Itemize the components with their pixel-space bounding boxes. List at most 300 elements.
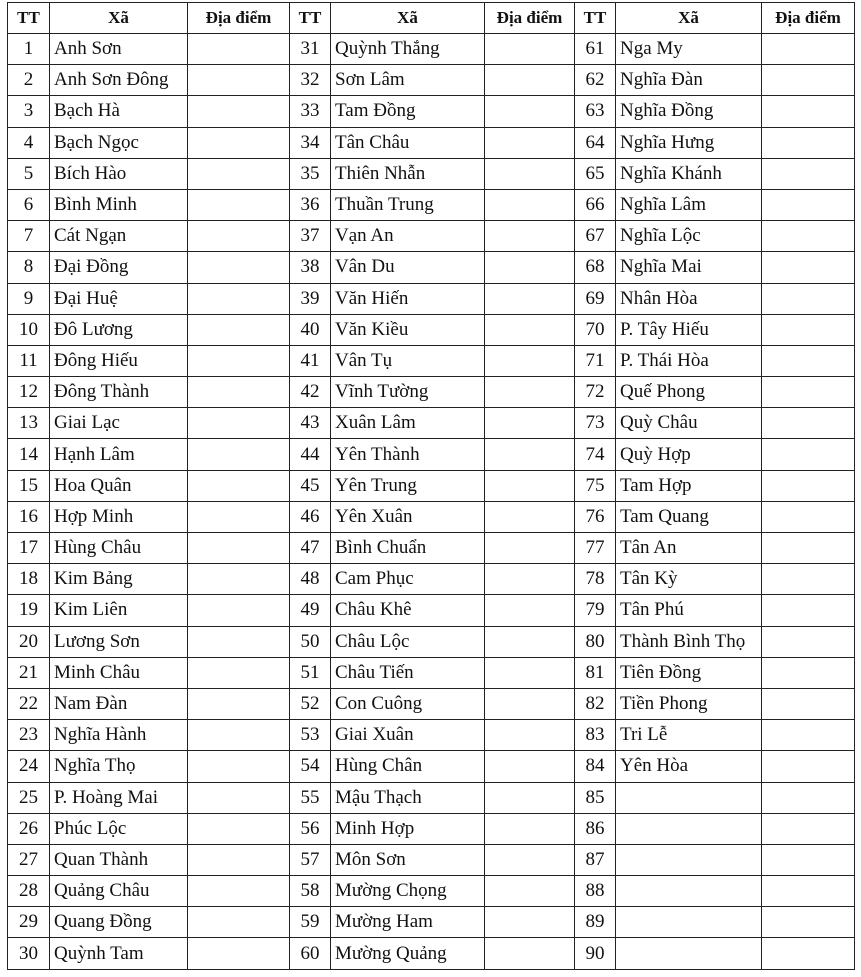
cell-xa: Minh Hợp — [331, 813, 485, 844]
cell-tt: 87 — [575, 844, 616, 875]
cell-xa: Bạch Ngọc — [50, 127, 188, 158]
cell-tt: 29 — [8, 907, 50, 938]
table-row — [8, 158, 855, 189]
table-row — [8, 564, 855, 595]
cell-dia-diem — [485, 813, 575, 844]
cell-xa: Tiên Đồng — [616, 657, 762, 688]
cell-xa: Tam Hợp — [616, 470, 762, 501]
cell-tt: 68 — [575, 252, 616, 283]
cell-tt: 6 — [8, 189, 50, 220]
table-row — [8, 844, 855, 875]
cell-xa: Nga My — [616, 34, 762, 65]
cell-xa — [616, 813, 762, 844]
cell-xa: Hùng Châu — [50, 533, 188, 564]
table-row — [8, 408, 855, 439]
cell-tt: 19 — [8, 595, 50, 626]
cell-dia-diem — [485, 564, 575, 595]
cell-dia-diem — [188, 907, 290, 938]
cell-xa — [616, 907, 762, 938]
cell-xa: Quỳnh Thắng — [331, 34, 485, 65]
cell-tt: 43 — [290, 408, 331, 439]
cell-dia-diem — [762, 876, 855, 907]
cell-xa: Tiền Phong — [616, 688, 762, 719]
cell-xa: Văn Hiến — [331, 283, 485, 314]
cell-dia-diem — [188, 158, 290, 189]
cell-tt: 72 — [575, 377, 616, 408]
cell-tt: 2 — [8, 65, 50, 96]
cell-dia-diem — [188, 657, 290, 688]
cell-dia-diem — [485, 252, 575, 283]
cell-dia-diem — [762, 252, 855, 283]
cell-xa: Yên Thành — [331, 439, 485, 470]
cell-tt: 44 — [290, 439, 331, 470]
cell-tt: 79 — [575, 595, 616, 626]
header-xa: Xã — [331, 3, 485, 34]
table-row — [8, 501, 855, 532]
table-row — [8, 813, 855, 844]
header-xa: Xã — [50, 3, 188, 34]
cell-xa: P. Thái Hòa — [616, 345, 762, 376]
cell-xa: Nghĩa Hưng — [616, 127, 762, 158]
cell-tt: 10 — [8, 314, 50, 345]
cell-dia-diem — [188, 720, 290, 751]
cell-dia-diem — [762, 688, 855, 719]
cell-tt: 61 — [575, 34, 616, 65]
cell-tt: 54 — [290, 751, 331, 782]
table-row — [8, 439, 855, 470]
cell-dia-diem — [762, 127, 855, 158]
cell-tt: 3 — [8, 96, 50, 127]
cell-tt: 50 — [290, 626, 331, 657]
cell-dia-diem — [188, 938, 290, 969]
table-row — [8, 907, 855, 938]
commune-table — [7, 2, 855, 970]
cell-tt: 18 — [8, 564, 50, 595]
cell-xa: Quang Đồng — [50, 907, 188, 938]
cell-tt: 35 — [290, 158, 331, 189]
cell-xa: Thành Bình Thọ — [616, 626, 762, 657]
cell-dia-diem — [485, 938, 575, 969]
cell-dia-diem — [762, 533, 855, 564]
cell-tt: 7 — [8, 221, 50, 252]
cell-xa: Sơn Lâm — [331, 65, 485, 96]
cell-tt: 78 — [575, 564, 616, 595]
table-row — [8, 720, 855, 751]
cell-tt: 62 — [575, 65, 616, 96]
cell-dia-diem — [485, 720, 575, 751]
cell-tt: 70 — [575, 314, 616, 345]
cell-tt: 75 — [575, 470, 616, 501]
cell-tt: 85 — [575, 782, 616, 813]
table-row — [8, 876, 855, 907]
cell-xa: Nam Đàn — [50, 688, 188, 719]
cell-tt: 41 — [290, 345, 331, 376]
cell-tt: 47 — [290, 533, 331, 564]
cell-xa: Anh Sơn — [50, 34, 188, 65]
cell-dia-diem — [485, 34, 575, 65]
cell-xa: Quỳ Châu — [616, 408, 762, 439]
cell-tt: 37 — [290, 221, 331, 252]
table-row — [8, 252, 855, 283]
cell-xa: Bích Hào — [50, 158, 188, 189]
cell-tt: 74 — [575, 439, 616, 470]
cell-tt: 69 — [575, 283, 616, 314]
cell-dia-diem — [485, 751, 575, 782]
cell-tt: 24 — [8, 751, 50, 782]
cell-tt: 30 — [8, 938, 50, 969]
cell-tt: 81 — [575, 657, 616, 688]
header-dia-diem: Địa điểm — [485, 3, 575, 34]
cell-tt: 17 — [8, 533, 50, 564]
cell-tt: 14 — [8, 439, 50, 470]
cell-tt: 76 — [575, 501, 616, 532]
cell-dia-diem — [762, 938, 855, 969]
cell-xa: Lương Sơn — [50, 626, 188, 657]
cell-xa: Yên Trung — [331, 470, 485, 501]
cell-tt: 1 — [8, 34, 50, 65]
cell-xa: Nghĩa Đàn — [616, 65, 762, 96]
cell-tt: 77 — [575, 533, 616, 564]
cell-xa — [616, 938, 762, 969]
table-row — [8, 595, 855, 626]
cell-tt: 73 — [575, 408, 616, 439]
cell-xa: Châu Tiến — [331, 657, 485, 688]
cell-tt: 60 — [290, 938, 331, 969]
table-row — [8, 221, 855, 252]
cell-tt: 27 — [8, 844, 50, 875]
table-row — [8, 782, 855, 813]
cell-dia-diem — [762, 813, 855, 844]
cell-dia-diem — [485, 65, 575, 96]
cell-dia-diem — [762, 345, 855, 376]
cell-dia-diem — [762, 189, 855, 220]
cell-xa: Yên Xuân — [331, 501, 485, 532]
cell-tt: 67 — [575, 221, 616, 252]
cell-dia-diem — [485, 377, 575, 408]
cell-dia-diem — [188, 127, 290, 158]
cell-xa: Quan Thành — [50, 844, 188, 875]
cell-dia-diem — [188, 813, 290, 844]
cell-xa: Cát Ngạn — [50, 221, 188, 252]
cell-tt: 51 — [290, 657, 331, 688]
cell-dia-diem — [762, 377, 855, 408]
cell-xa: Đại Huệ — [50, 283, 188, 314]
cell-xa: Giai Lạc — [50, 408, 188, 439]
cell-dia-diem — [188, 65, 290, 96]
cell-tt: 28 — [8, 876, 50, 907]
cell-dia-diem — [485, 470, 575, 501]
cell-xa: Nghĩa Lộc — [616, 221, 762, 252]
cell-dia-diem — [762, 158, 855, 189]
table-row — [8, 938, 855, 969]
cell-tt: 63 — [575, 96, 616, 127]
cell-tt: 39 — [290, 283, 331, 314]
cell-tt: 64 — [575, 127, 616, 158]
cell-tt: 65 — [575, 158, 616, 189]
cell-dia-diem — [188, 876, 290, 907]
cell-tt: 55 — [290, 782, 331, 813]
cell-dia-diem — [485, 876, 575, 907]
cell-xa: Tam Quang — [616, 501, 762, 532]
cell-dia-diem — [485, 533, 575, 564]
cell-tt: 49 — [290, 595, 331, 626]
cell-xa: Nhân Hòa — [616, 283, 762, 314]
cell-xa: Anh Sơn Đông — [50, 65, 188, 96]
cell-xa: Tri Lễ — [616, 720, 762, 751]
cell-dia-diem — [188, 501, 290, 532]
table-row — [8, 751, 855, 782]
cell-xa: Tân Kỳ — [616, 564, 762, 595]
cell-dia-diem — [188, 533, 290, 564]
cell-xa: Xuân Lâm — [331, 408, 485, 439]
cell-xa: Mường Ham — [331, 907, 485, 938]
cell-xa: Quảng Châu — [50, 876, 188, 907]
cell-dia-diem — [762, 65, 855, 96]
cell-xa: Tân Phú — [616, 595, 762, 626]
cell-tt: 11 — [8, 345, 50, 376]
cell-dia-diem — [485, 221, 575, 252]
table-row — [8, 34, 855, 65]
cell-tt: 82 — [575, 688, 616, 719]
cell-dia-diem — [188, 283, 290, 314]
cell-tt: 33 — [290, 96, 331, 127]
cell-tt: 71 — [575, 345, 616, 376]
cell-dia-diem — [762, 844, 855, 875]
cell-xa: Châu Lộc — [331, 626, 485, 657]
table-row — [8, 314, 855, 345]
cell-dia-diem — [762, 408, 855, 439]
cell-xa — [616, 782, 762, 813]
cell-dia-diem — [762, 96, 855, 127]
cell-tt: 53 — [290, 720, 331, 751]
cell-xa: Bạch Hà — [50, 96, 188, 127]
cell-dia-diem — [762, 470, 855, 501]
cell-xa: Vân Tụ — [331, 345, 485, 376]
cell-dia-diem — [485, 345, 575, 376]
cell-dia-diem — [762, 439, 855, 470]
header-tt: TT — [575, 3, 616, 34]
cell-dia-diem — [188, 595, 290, 626]
cell-xa: Giai Xuân — [331, 720, 485, 751]
cell-xa — [616, 876, 762, 907]
cell-xa: Kim Liên — [50, 595, 188, 626]
cell-tt: 9 — [8, 283, 50, 314]
cell-tt: 83 — [575, 720, 616, 751]
cell-tt: 48 — [290, 564, 331, 595]
cell-dia-diem — [188, 782, 290, 813]
cell-tt: 36 — [290, 189, 331, 220]
cell-tt: 57 — [290, 844, 331, 875]
cell-dia-diem — [485, 844, 575, 875]
cell-dia-diem — [762, 626, 855, 657]
cell-tt: 31 — [290, 34, 331, 65]
cell-xa: Đông Thành — [50, 377, 188, 408]
cell-tt: 4 — [8, 127, 50, 158]
cell-tt: 20 — [8, 626, 50, 657]
cell-dia-diem — [188, 439, 290, 470]
cell-xa: Quế Phong — [616, 377, 762, 408]
cell-tt: 52 — [290, 688, 331, 719]
cell-tt: 42 — [290, 377, 331, 408]
cell-tt: 80 — [575, 626, 616, 657]
cell-xa: Tân Châu — [331, 127, 485, 158]
header-dia-diem: Địa điểm — [762, 3, 855, 34]
cell-xa: Bình Chuẩn — [331, 533, 485, 564]
cell-dia-diem — [188, 688, 290, 719]
cell-dia-diem — [762, 564, 855, 595]
cell-xa: Văn Kiều — [331, 314, 485, 345]
cell-xa: Nghĩa Thọ — [50, 751, 188, 782]
cell-tt: 89 — [575, 907, 616, 938]
cell-xa: Nghĩa Đồng — [616, 96, 762, 127]
cell-tt: 26 — [8, 813, 50, 844]
cell-tt: 8 — [8, 252, 50, 283]
cell-xa: Thuần Trung — [331, 189, 485, 220]
cell-xa: Thiên Nhẫn — [331, 158, 485, 189]
cell-xa: Minh Châu — [50, 657, 188, 688]
cell-dia-diem — [485, 408, 575, 439]
cell-tt: 58 — [290, 876, 331, 907]
cell-tt: 40 — [290, 314, 331, 345]
cell-xa: Mường Quảng — [331, 938, 485, 969]
cell-xa: Phúc Lộc — [50, 813, 188, 844]
cell-tt: 5 — [8, 158, 50, 189]
cell-dia-diem — [762, 595, 855, 626]
cell-tt: 86 — [575, 813, 616, 844]
cell-dia-diem — [188, 564, 290, 595]
cell-dia-diem — [188, 470, 290, 501]
cell-dia-diem — [485, 657, 575, 688]
cell-xa: Vĩnh Tường — [331, 377, 485, 408]
cell-dia-diem — [762, 501, 855, 532]
cell-dia-diem — [485, 283, 575, 314]
cell-tt: 56 — [290, 813, 331, 844]
cell-dia-diem — [485, 439, 575, 470]
cell-tt: 32 — [290, 65, 331, 96]
cell-xa: Tân An — [616, 533, 762, 564]
cell-xa: Môn Sơn — [331, 844, 485, 875]
cell-xa: Hợp Minh — [50, 501, 188, 532]
table-row — [8, 377, 855, 408]
cell-dia-diem — [485, 96, 575, 127]
table-row — [8, 283, 855, 314]
cell-xa: Nghĩa Lâm — [616, 189, 762, 220]
cell-dia-diem — [762, 720, 855, 751]
cell-xa: Đại Đồng — [50, 252, 188, 283]
cell-tt: 59 — [290, 907, 331, 938]
cell-xa — [616, 844, 762, 875]
cell-dia-diem — [188, 377, 290, 408]
cell-xa: Quỳnh Tam — [50, 938, 188, 969]
cell-dia-diem — [188, 189, 290, 220]
cell-dia-diem — [188, 252, 290, 283]
cell-xa: Tam Đồng — [331, 96, 485, 127]
cell-tt: 38 — [290, 252, 331, 283]
cell-xa: Mường Chọng — [331, 876, 485, 907]
cell-xa: Bình Minh — [50, 189, 188, 220]
cell-tt: 90 — [575, 938, 616, 969]
cell-dia-diem — [762, 782, 855, 813]
cell-dia-diem — [762, 221, 855, 252]
cell-xa: Hoa Quân — [50, 470, 188, 501]
cell-tt: 46 — [290, 501, 331, 532]
cell-dia-diem — [188, 314, 290, 345]
cell-dia-diem — [762, 751, 855, 782]
header-xa: Xã — [616, 3, 762, 34]
cell-tt: 21 — [8, 657, 50, 688]
table-row — [8, 657, 855, 688]
cell-xa: Nghĩa Hành — [50, 720, 188, 751]
cell-xa: P. Hoàng Mai — [50, 782, 188, 813]
cell-xa: Con Cuông — [331, 688, 485, 719]
cell-dia-diem — [762, 34, 855, 65]
cell-dia-diem — [188, 408, 290, 439]
cell-xa: Đô Lương — [50, 314, 188, 345]
table-row — [8, 96, 855, 127]
cell-xa: P. Tây Hiếu — [616, 314, 762, 345]
table-row — [8, 345, 855, 376]
cell-dia-diem — [188, 96, 290, 127]
cell-dia-diem — [188, 34, 290, 65]
cell-tt: 13 — [8, 408, 50, 439]
header-tt: TT — [290, 3, 331, 34]
cell-xa: Cam Phục — [331, 564, 485, 595]
cell-xa: Yên Hòa — [616, 751, 762, 782]
cell-xa: Hạnh Lâm — [50, 439, 188, 470]
cell-dia-diem — [485, 626, 575, 657]
cell-xa: Mậu Thạch — [331, 782, 485, 813]
cell-xa: Nghĩa Khánh — [616, 158, 762, 189]
cell-dia-diem — [485, 688, 575, 719]
cell-xa: Nghĩa Mai — [616, 252, 762, 283]
cell-tt: 23 — [8, 720, 50, 751]
cell-dia-diem — [485, 314, 575, 345]
cell-xa: Vân Du — [331, 252, 485, 283]
cell-dia-diem — [485, 595, 575, 626]
cell-tt: 25 — [8, 782, 50, 813]
cell-tt: 34 — [290, 127, 331, 158]
cell-xa: Đông Hiếu — [50, 345, 188, 376]
table-row — [8, 65, 855, 96]
table-row — [8, 470, 855, 501]
table-row — [8, 127, 855, 158]
cell-dia-diem — [188, 345, 290, 376]
table-row — [8, 533, 855, 564]
cell-dia-diem — [762, 657, 855, 688]
cell-xa: Hùng Chân — [331, 751, 485, 782]
header-tt: TT — [8, 3, 50, 34]
cell-dia-diem — [188, 626, 290, 657]
cell-tt: 66 — [575, 189, 616, 220]
cell-dia-diem — [485, 907, 575, 938]
cell-dia-diem — [188, 751, 290, 782]
cell-xa: Vạn An — [331, 221, 485, 252]
cell-dia-diem — [485, 782, 575, 813]
cell-tt: 22 — [8, 688, 50, 719]
cell-tt: 88 — [575, 876, 616, 907]
cell-dia-diem — [188, 221, 290, 252]
cell-dia-diem — [485, 127, 575, 158]
cell-tt: 45 — [290, 470, 331, 501]
cell-xa: Quỳ Hợp — [616, 439, 762, 470]
cell-dia-diem — [485, 158, 575, 189]
cell-tt: 84 — [575, 751, 616, 782]
cell-dia-diem — [762, 907, 855, 938]
cell-dia-diem — [762, 283, 855, 314]
cell-dia-diem — [485, 189, 575, 220]
cell-xa: Kim Bảng — [50, 564, 188, 595]
cell-tt: 15 — [8, 470, 50, 501]
